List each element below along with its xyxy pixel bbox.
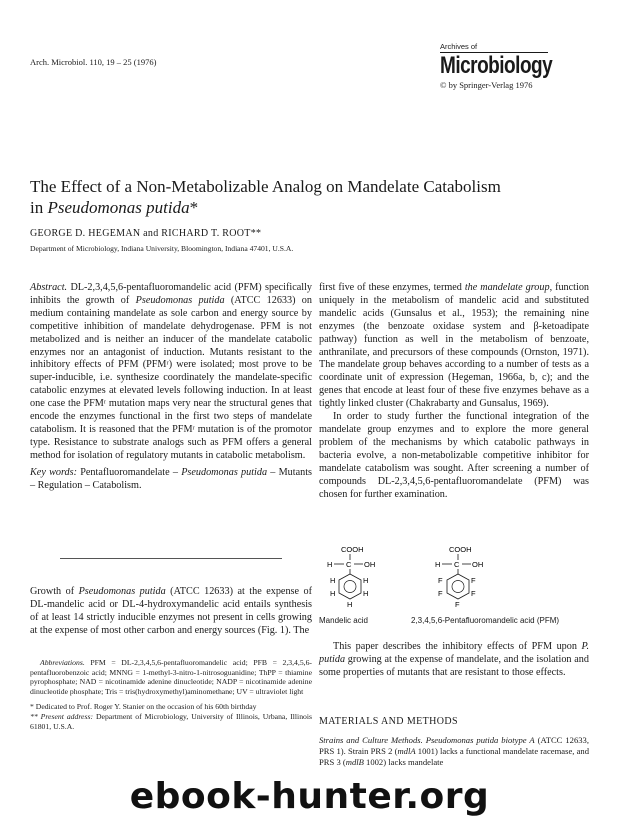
abstract-organism: Pseudomonas putida [135,294,225,306]
abstract-label: Abstract. [30,282,68,293]
abstract [30,282,312,463]
title-footnote-mark: * [189,198,199,217]
footnotes [30,658,312,731]
divider [60,558,282,559]
keywords-text-1: Pentafluoromandelate – [77,466,182,478]
mandelate-group-term: the mandelate group [464,282,550,293]
methods-text-1: (ATCC 12633, PRS 1). Strain PRS 2 ( [319,735,589,756]
h-label: H [330,589,336,598]
address-footnote [30,712,312,731]
oh-label: OH [472,560,484,569]
cooh-label: COOH [449,545,472,554]
journal-logo [440,42,580,90]
oh-label: OH [364,560,376,569]
authors: GEORGE D. HEGEMAN and RICHARD T. ROOT** [30,228,262,239]
title-line-2 [30,197,600,218]
article-title [30,176,600,218]
caption-mandelic-acid: Mandelic acid [319,616,368,625]
logo-small-text: Archives of [440,42,548,53]
h-label: H [363,576,369,585]
address-label: ** Present address: [30,711,94,721]
aromatic-circle [452,581,464,593]
dedication-footnote: * Dedicated to Prof. Roger Y. Stanier on the occasion of his 60th birthday [30,702,257,712]
title-prefix: in [30,198,48,217]
benzene-ring [447,574,469,599]
aromatic-circle [344,581,356,593]
f-label: F [455,600,460,609]
right-paragraph-2: In order to study further the functional integration of the mandelate group enzymes and to explore the more general problem of the mechanisms by which catabolic pathways in bacteria evolve, a non-metabolizable competitive inhibitor for mandelate catabolism was sought. After screening a number of compounds DL-2,3,4,5,6-pentafluoromandelate (PFM) was chosen for further examination. [319,411,589,500]
h-label: H [347,600,353,609]
methods-text-2: 1001) lacks a functional mandelate racemase, and PRS 3 ( [319,746,589,767]
keywords-label: Key words: [30,466,77,478]
address-text: Department of Microbiology, University of Illinois, Urbana, Illinois 61801, U.S.A. [30,711,313,731]
abbreviations-footnote [30,658,312,696]
h-label: H [327,560,333,569]
copyright: © by Springer-Verlag 1976 [440,80,533,90]
right-paragraph-1 [319,282,589,411]
cooh-label: COOH [341,545,364,554]
abstract-text-1: DL-2,3,4,5,6-pentafluoromandelic acid (PFM) specifically inhibits the growth of [30,282,312,306]
purpose-text-1: This paper describes the inhibitory effects of PFM upon [333,641,582,652]
paper-purpose-paragraph [319,641,589,680]
methods-paragraph [319,735,589,768]
right-text-2: , function uniquely in the metabolism of mandelic acid and substituted mandelic acids (Gunsalus et al., 1953); the remaining nine enzymes (the benzoate oxidase system and β-ketoadipate pathway) function as well in the metabolism of benzoate, anthranilate, and precursors of these compounds (Ornston, 1971). The mandelate group behaves according to a number of tests as a coordinate unit of expression (Hegeman, 1966a, b, c); and the genes that encode at least four of these five enzymes behave as a tightly linked cluster (Chakrabarty and Gunsalus, 1969). [319,282,590,410]
intro-text-1: Growth of [30,586,79,597]
keywords [30,467,312,493]
section-heading: MATERIALS AND METHODS [319,716,458,727]
h-label: H [363,589,369,598]
abbreviations-text: PFM = DL-2,3,4,5,6-pentafluoromandelic acid; PFB = 2,3,4,5,6-pentafluorobenzoic acid; MNNG = 1-methyl-3-nitro-1-nitrosoguanidine; ThPP = thiamine pyrophosphate; NAD = nicotinamide adenine dinucleotide; NADP = nicotinamide adenine dinucleotide phosphate; Tris = tris(hydroxymethyl)aminomethane; UV = ultraviolet light [30,658,312,696]
logo-title: Microbiology [440,52,553,79]
title-line-1: The Effect of a Non-Metabolizable Analog on Mandelate Catabolism [30,177,501,196]
mandelic-acid-structure [327,545,375,609]
right-column-text [319,282,589,501]
methods-text-3: 1002) lacks mandelate [363,757,444,767]
caption-pfm: 2,3,4,5,6-Pentafluoromandelic acid (PFM) [411,616,560,625]
keywords-organism: Pseudomonas putida [181,466,268,478]
benzene-ring [339,574,361,599]
gene-mdlA: mdlA [397,746,416,756]
title-organism: Pseudomonas putida [47,198,190,217]
watermark: ebook-hunter.org [129,776,490,817]
f-label: F [471,576,476,585]
intro-paragraph [30,586,312,638]
methods-heading: Strains and Culture Methods. Pseudomonas putida biotype A [319,735,535,745]
abstract-text-2: (ATCC 12633) on medium containing mandelate as sole carbon and energy source by competitive inhibition of mandelate dehydrogenase. PFM is not metabolized and is neither an inducer of the mandelate catabolic enzymes nor an antagonist of induction. Mutants resistant to the inhibitory effects of PFM (PFMʳ) were isolated; most prove to be super-inducible, i.e. synthesize coordinately the mandelate-specific catabolic enzymes at elevated levels following induction. In at least one case the PFMʳ mutation maps very near the structural genes that encode the enzymes functional in the first two steps of mandelate catabolism. It is reasoned that the PFMʳ mutation is of the promotor type. Resistance to substrate analogs such as PFM offers a general method for isolation of regulatory mutants in catabolic metabolism. [30,294,312,461]
f-label: F [438,576,443,585]
pfm-structure [435,545,483,609]
journal-reference: Arch. Microbiol. 110, 19 – 25 (1976) [30,57,157,67]
affiliation: Department of Microbiology, Indiana University, Bloomington, Indiana 47401, U.S.A. [30,244,294,253]
f-label: F [471,589,476,598]
abstract-column [30,282,312,493]
c-label: C [346,560,352,569]
intro-text-2: (ATCC 12633) at the expense of DL-mandelic acid or DL-4-hydroxymandelic acid entails synthesis of at least 14 strictly inducible enzymes not present in cells growing at the expense of most other carbon and energy sources (Fig. 1). The [30,586,312,636]
purpose-text-2: growing at the expense of mandelate, and the isolation and some properties of mutants that are resistant to those effects. [319,653,589,678]
intro-organism: Pseudomonas putida [78,586,166,597]
c-label: C [454,560,460,569]
h-label: H [435,560,441,569]
keywords-text-2: – Mutants – Regulation – Catabolism. [30,466,312,491]
purpose-organism: P. putida [319,641,589,665]
f-label: F [438,589,443,598]
h-label: H [330,576,336,585]
gene-mdlB: mdlB [345,757,364,767]
right-text-1: first five of these enzymes, termed [319,282,465,293]
abbreviations-label: Abbreviations. [40,658,85,667]
